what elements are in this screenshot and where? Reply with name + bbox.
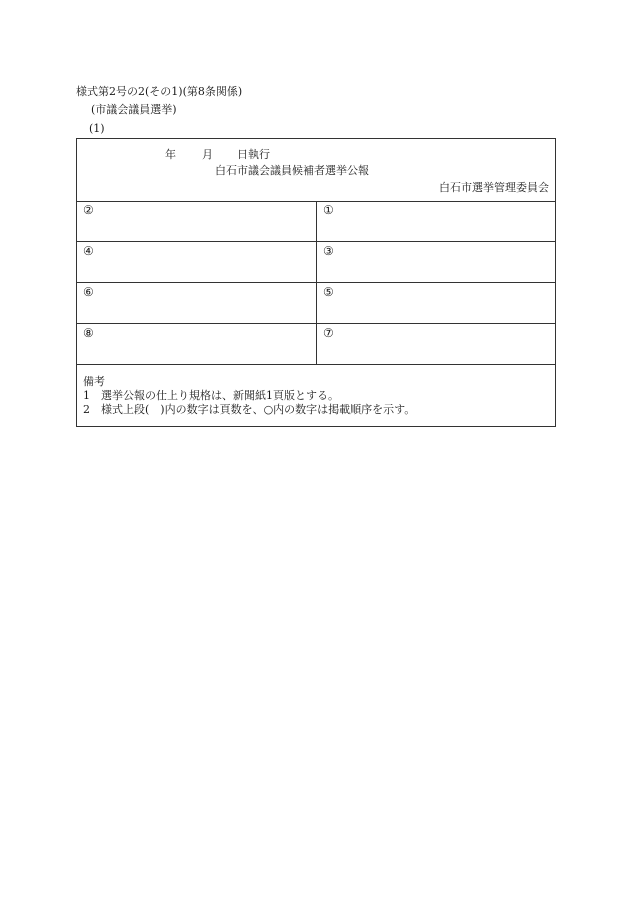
note-item <box>83 403 415 417</box>
notes-heading: 備考 <box>83 375 105 388</box>
bulletin-form <box>76 138 556 427</box>
slot-number: ③ <box>323 244 334 258</box>
slot-number: ② <box>83 203 94 217</box>
date-day: 日執行 <box>237 148 270 161</box>
slot-number: ④ <box>83 244 94 258</box>
candidate-slot-1 <box>317 201 555 242</box>
candidate-slot-2 <box>77 201 317 242</box>
notes-section <box>77 365 555 426</box>
note-text: 選挙公報の仕上り規格は、新聞紙1頁版とする。 <box>101 389 339 402</box>
slot-number: ⑧ <box>83 326 94 340</box>
note-index: 1 <box>83 389 90 402</box>
date-month: 月 <box>202 148 213 161</box>
candidate-slot-7 <box>317 324 555 365</box>
note-item <box>83 389 339 403</box>
committee-name: 白石市選挙管理委員会 <box>439 181 549 194</box>
note-text: 様式上段( )内の数字は頁数を、○内の数字は掲載順序を示す。 <box>101 403 416 416</box>
slot-number: ⑦ <box>323 326 334 340</box>
bulletin-header <box>77 139 555 202</box>
form-subtitle: (市議会議員選挙) <box>91 103 177 116</box>
slot-number: ⑥ <box>83 285 94 299</box>
slot-number: ① <box>323 203 334 217</box>
candidate-slot-3 <box>317 242 555 283</box>
candidate-slot-5 <box>317 283 555 324</box>
candidate-slot-8 <box>77 324 317 365</box>
execution-date-line <box>165 148 270 162</box>
form-title: 様式第2号の2(その1)(第8条関係) <box>76 85 243 98</box>
candidate-slot-4 <box>77 242 317 283</box>
note-index: 2 <box>83 403 90 416</box>
date-year: 年 <box>165 148 176 161</box>
candidate-slot-6 <box>77 283 317 324</box>
page-number: (1) <box>89 122 105 135</box>
slot-number: ⑤ <box>323 285 334 299</box>
bulletin-title: 白石市議会議員候補者選挙公報 <box>215 164 369 177</box>
